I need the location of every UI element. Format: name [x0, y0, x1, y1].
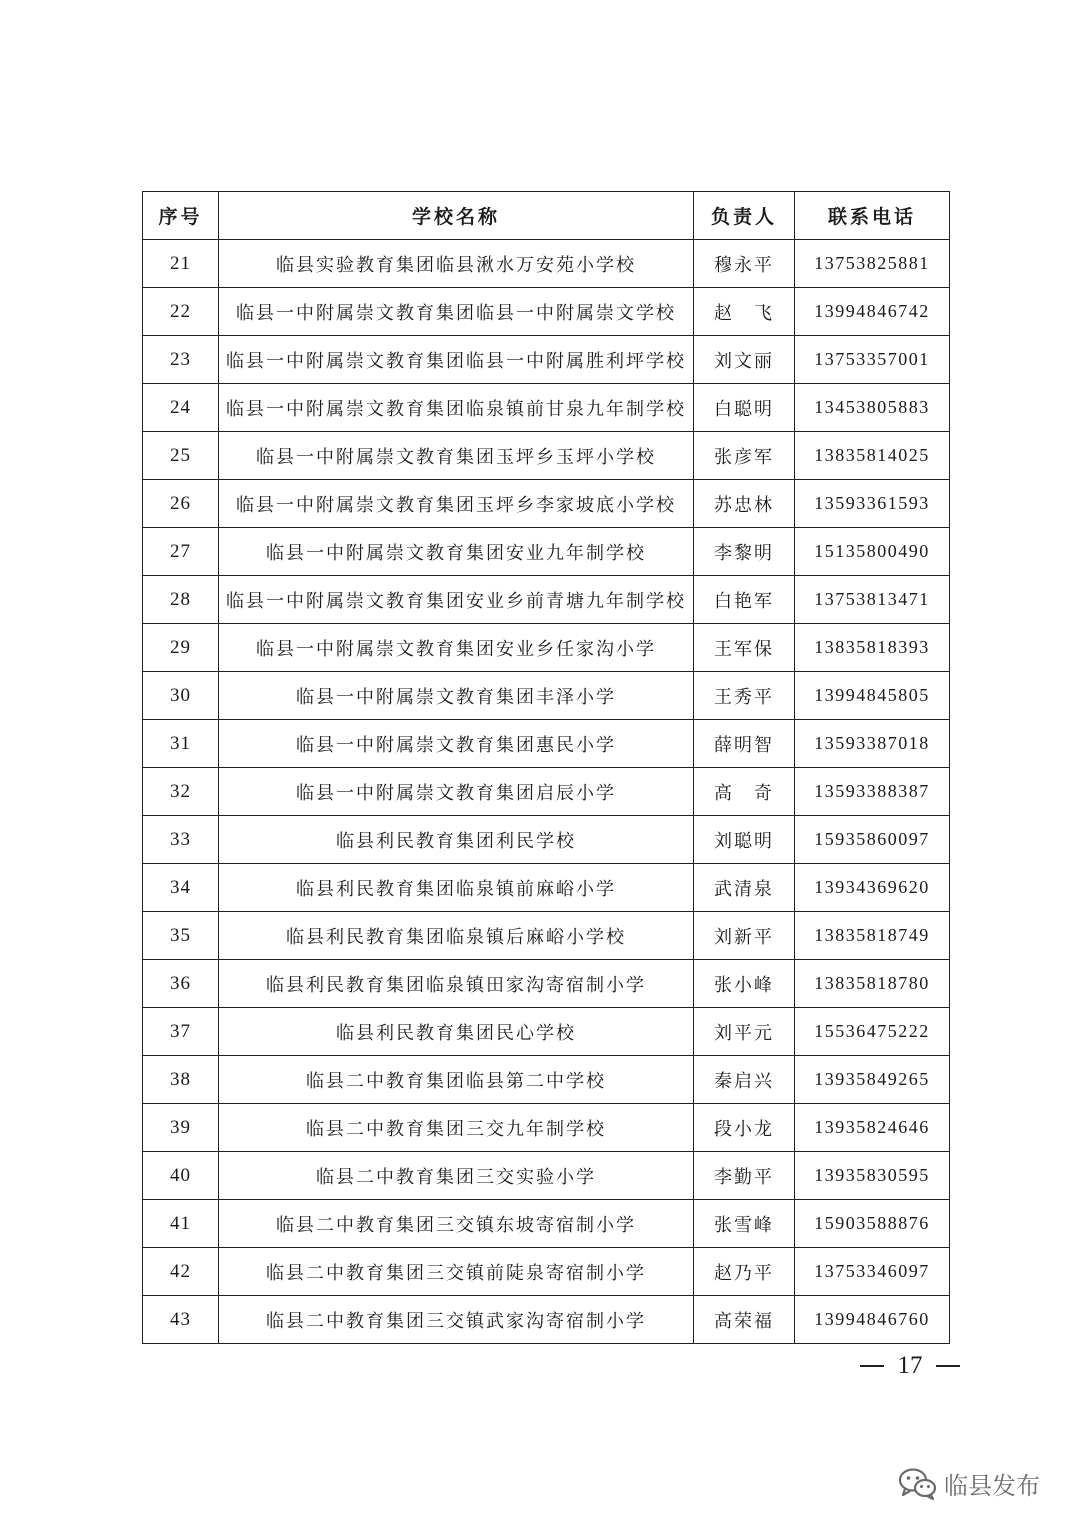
- row-number-cell: 33: [143, 816, 219, 864]
- table-row: [143, 768, 950, 816]
- table-row: [143, 288, 950, 336]
- row-number-cell: 31: [143, 720, 219, 768]
- person-in-charge-cell: 赵 飞: [694, 288, 795, 336]
- school-name-cell: 临县一中附属崇文教育集团安业九年制学校: [219, 528, 694, 576]
- table-row: [143, 1296, 950, 1344]
- person-in-charge-cell: 刘聪明: [694, 816, 795, 864]
- table-row: [143, 1056, 950, 1104]
- person-in-charge-cell: 张小峰: [694, 960, 795, 1008]
- phone-number-cell: 13593361593: [795, 480, 950, 528]
- row-number-cell: 22: [143, 288, 219, 336]
- row-number-cell: 35: [143, 912, 219, 960]
- phone-number-cell: 13935830595: [795, 1152, 950, 1200]
- page-number-left-dash: [860, 1365, 884, 1367]
- table-row: [143, 240, 950, 288]
- phone-number-cell: 15903588876: [795, 1200, 950, 1248]
- table-row: [143, 624, 950, 672]
- row-number-cell: 43: [143, 1296, 219, 1344]
- person-in-charge-cell: 白艳军: [694, 576, 795, 624]
- row-number-cell: 30: [143, 672, 219, 720]
- table-row: [143, 1248, 950, 1296]
- school-name-cell: 临县利民教育集团利民学校: [219, 816, 694, 864]
- phone-number-cell: 13835818393: [795, 624, 950, 672]
- row-number-cell: 41: [143, 1200, 219, 1248]
- row-number-cell: 39: [143, 1104, 219, 1152]
- school-name-cell: 临县一中附属崇文教育集团玉坪乡李家坡底小学校: [219, 480, 694, 528]
- watermark-text: 临县发布: [944, 1472, 1040, 1500]
- person-in-charge-cell: 刘文丽: [694, 336, 795, 384]
- school-name-cell: 临县利民教育集团临泉镇前麻峪小学: [219, 864, 694, 912]
- phone-number-cell: 13994845805: [795, 672, 950, 720]
- phone-number-cell: 13753825881: [795, 240, 950, 288]
- school-contact-table: [142, 191, 950, 1344]
- phone-number-cell: 15935860097: [795, 816, 950, 864]
- person-in-charge-cell: 秦启兴: [694, 1056, 795, 1104]
- watermark: [898, 1466, 1040, 1501]
- phone-number-cell: 13453805883: [795, 384, 950, 432]
- phone-number-cell: 15135800490: [795, 528, 950, 576]
- row-number-cell: 32: [143, 768, 219, 816]
- page-number: [860, 1352, 960, 1380]
- person-in-charge-cell: 武清泉: [694, 864, 795, 912]
- row-number-cell: 36: [143, 960, 219, 1008]
- table-header-row: [143, 192, 950, 240]
- row-number-cell: 29: [143, 624, 219, 672]
- table-row: [143, 528, 950, 576]
- row-number-cell: 26: [143, 480, 219, 528]
- school-name-cell: 临县二中教育集团三交实验小学: [219, 1152, 694, 1200]
- table-row: [143, 720, 950, 768]
- phone-number-cell: 13593387018: [795, 720, 950, 768]
- row-number-cell: 38: [143, 1056, 219, 1104]
- phone-number-cell: 13935849265: [795, 1056, 950, 1104]
- table-row: [143, 912, 950, 960]
- row-number-cell: 23: [143, 336, 219, 384]
- person-in-charge-cell: 白聪明: [694, 384, 795, 432]
- school-name-cell: 临县一中附属崇文教育集团启辰小学: [219, 768, 694, 816]
- school-name-cell: 临县实验教育集团临县湫水万安苑小学校: [219, 240, 694, 288]
- person-in-charge-cell: 赵乃平: [694, 1248, 795, 1296]
- page-number-value: 17: [897, 1352, 923, 1379]
- school-name-cell: 临县一中附属崇文教育集团安业乡前青塘九年制学校: [219, 576, 694, 624]
- table-row: [143, 1152, 950, 1200]
- school-name-cell: 临县一中附属崇文教育集团临县一中附属胜利坪学校: [219, 336, 694, 384]
- school-name-cell: 临县一中附属崇文教育集团临县一中附属崇文学校: [219, 288, 694, 336]
- phone-number-cell: 13935824646: [795, 1104, 950, 1152]
- wechat-icon: [898, 1467, 938, 1501]
- school-name-cell: 临县利民教育集团民心学校: [219, 1008, 694, 1056]
- phone-number-cell: 13835818780: [795, 960, 950, 1008]
- phone-number-cell: 13753357001: [795, 336, 950, 384]
- row-number-cell: 21: [143, 240, 219, 288]
- header-no: 序号: [143, 192, 219, 240]
- school-name-cell: 临县二中教育集团临县第二中学校: [219, 1056, 694, 1104]
- person-in-charge-cell: 王军保: [694, 624, 795, 672]
- person-in-charge-cell: 张彦军: [694, 432, 795, 480]
- row-number-cell: 37: [143, 1008, 219, 1056]
- phone-number-cell: 15536475222: [795, 1008, 950, 1056]
- row-number-cell: 25: [143, 432, 219, 480]
- row-number-cell: 40: [143, 1152, 219, 1200]
- table-row: [143, 864, 950, 912]
- header-phone: 联系电话: [795, 192, 950, 240]
- table-row: [143, 816, 950, 864]
- header-name: 学校名称: [219, 192, 694, 240]
- school-name-cell: 临县一中附属崇文教育集团玉坪乡玉坪小学校: [219, 432, 694, 480]
- person-in-charge-cell: 刘平元: [694, 1008, 795, 1056]
- phone-number-cell: 13835814025: [795, 432, 950, 480]
- person-in-charge-cell: 段小龙: [694, 1104, 795, 1152]
- person-in-charge-cell: 高 奇: [694, 768, 795, 816]
- table-row: [143, 1200, 950, 1248]
- phone-number-cell: 13593388387: [795, 768, 950, 816]
- school-name-cell: 临县一中附属崇文教育集团丰泽小学: [219, 672, 694, 720]
- phone-number-cell: 13753813471: [795, 576, 950, 624]
- school-name-cell: 临县利民教育集团临泉镇田家沟寄宿制小学: [219, 960, 694, 1008]
- phone-number-cell: 13994846760: [795, 1296, 950, 1344]
- school-name-cell: 临县利民教育集团临泉镇后麻峪小学校: [219, 912, 694, 960]
- row-number-cell: 28: [143, 576, 219, 624]
- row-number-cell: 42: [143, 1248, 219, 1296]
- table-row: [143, 672, 950, 720]
- person-in-charge-cell: 苏忠林: [694, 480, 795, 528]
- school-name-cell: 临县二中教育集团三交镇武家沟寄宿制小学: [219, 1296, 694, 1344]
- person-in-charge-cell: 张雪峰: [694, 1200, 795, 1248]
- person-in-charge-cell: 王秀平: [694, 672, 795, 720]
- table-body: [143, 240, 950, 1344]
- phone-number-cell: 13753346097: [795, 1248, 950, 1296]
- person-in-charge-cell: 高荣福: [694, 1296, 795, 1344]
- table-row: [143, 384, 950, 432]
- header-person: 负责人: [694, 192, 795, 240]
- table-row: [143, 576, 950, 624]
- phone-number-cell: 13994846742: [795, 288, 950, 336]
- table-row: [143, 960, 950, 1008]
- person-in-charge-cell: 刘新平: [694, 912, 795, 960]
- table-row: [143, 1104, 950, 1152]
- table-row: [143, 336, 950, 384]
- person-in-charge-cell: 穆永平: [694, 240, 795, 288]
- school-name-cell: 临县二中教育集团三交镇东坡寄宿制小学: [219, 1200, 694, 1248]
- school-name-cell: 临县二中教育集团三交九年制学校: [219, 1104, 694, 1152]
- person-in-charge-cell: 李黎明: [694, 528, 795, 576]
- phone-number-cell: 13835818749: [795, 912, 950, 960]
- school-contact-table-container: [142, 191, 949, 1344]
- school-name-cell: 临县一中附属崇文教育集团临泉镇前甘泉九年制学校: [219, 384, 694, 432]
- table-row: [143, 1008, 950, 1056]
- row-number-cell: 34: [143, 864, 219, 912]
- person-in-charge-cell: 薛明智: [694, 720, 795, 768]
- school-name-cell: 临县一中附属崇文教育集团惠民小学: [219, 720, 694, 768]
- table-row: [143, 480, 950, 528]
- person-in-charge-cell: 李勤平: [694, 1152, 795, 1200]
- school-name-cell: 临县一中附属崇文教育集团安业乡任家沟小学: [219, 624, 694, 672]
- row-number-cell: 27: [143, 528, 219, 576]
- page-number-right-dash: [936, 1365, 960, 1367]
- phone-number-cell: 13934369620: [795, 864, 950, 912]
- school-name-cell: 临县二中教育集团三交镇前陡泉寄宿制小学: [219, 1248, 694, 1296]
- table-row: [143, 432, 950, 480]
- row-number-cell: 24: [143, 384, 219, 432]
